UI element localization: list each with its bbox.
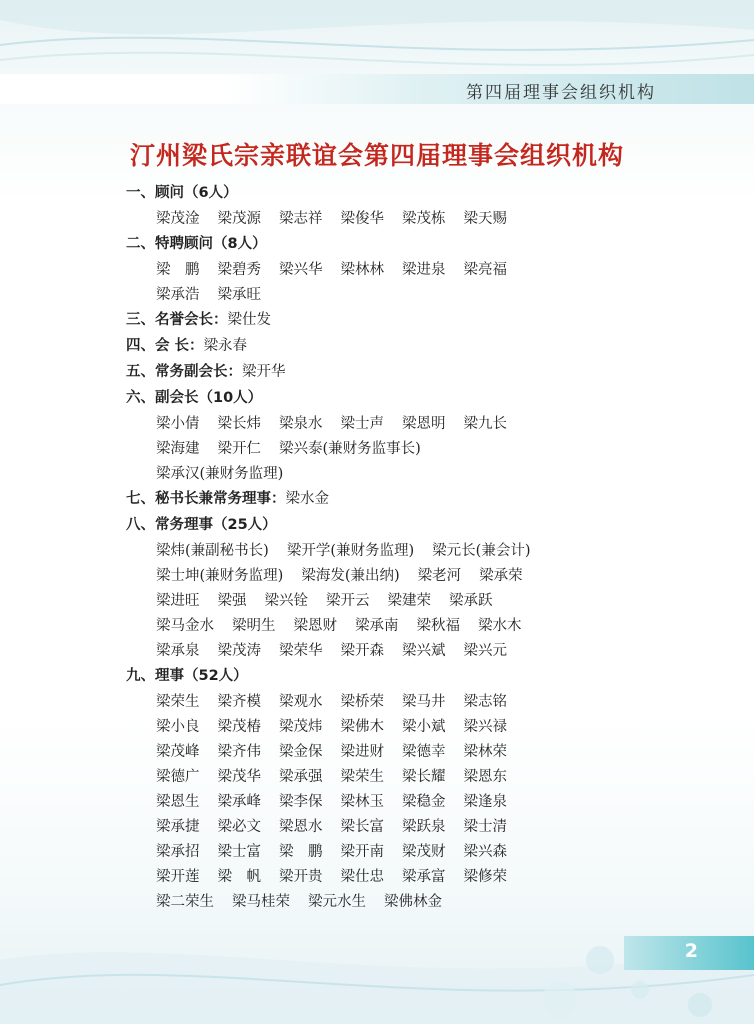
member-name: 梁俊华 [340,211,384,227]
section-heading [126,488,686,514]
member-name: 梁稳金 [402,794,446,810]
member-name: 梁恩财 [293,618,337,634]
section-heading [126,233,686,259]
name-row [156,766,686,791]
name-row [156,640,686,665]
member-name: 梁承汉(兼财务监理) [156,466,284,482]
member-name: 梁齐伟 [217,744,261,760]
member-name: 梁元水生 [308,894,366,910]
name-row [156,463,686,488]
member-name: 梁元长(兼会计) [432,543,531,559]
section [126,309,686,335]
section-heading-text: 六、副会长（10人） [126,390,263,406]
name-row [156,590,686,615]
member-name: 梁观水 [279,694,323,710]
section-heading-text: 九、理事（52人） [126,668,248,684]
member-name: 梁恩东 [463,769,507,785]
name-row [156,565,686,590]
member-name: 梁 帆 [217,869,261,885]
member-name: 梁荣华 [279,643,323,659]
member-name: 梁荣生 [156,694,200,710]
section-heading-text: 四、会 长： [126,338,204,354]
member-name: 梁茂峰 [156,744,200,760]
member-name: 梁兴泰(兼财务监事长) [279,441,421,457]
member-name: 梁德幸 [402,744,446,760]
member-name: 梁兴禄 [463,719,507,735]
member-name: 梁兴华 [279,262,323,278]
section [126,514,686,665]
member-name: 梁士声 [340,416,384,432]
member-name: 梁承南 [355,618,399,634]
member-name: 梁马金水 [156,618,214,634]
member-name: 梁水木 [478,618,522,634]
section-heading-text: 五、常务副会长： [126,364,242,380]
name-row [156,259,686,284]
member-name: 梁碧秀 [217,262,261,278]
name-row [156,284,686,309]
member-name: 梁亮福 [463,262,507,278]
section [126,387,686,488]
name-list [126,691,686,916]
member-name: 梁兴铨 [264,593,308,609]
section-value: 梁水金 [285,491,329,507]
section [126,665,686,916]
member-name: 梁士清 [463,819,507,835]
name-row [156,716,686,741]
member-name: 梁兴斌 [402,643,446,659]
member-name: 梁李保 [279,794,323,810]
member-name: 梁长炜 [217,416,261,432]
name-row [156,540,686,565]
section-heading-text: 一、顾问（6人） [126,185,238,201]
member-name: 梁跃泉 [402,819,446,835]
document-title: 汀州梁氏宗亲联谊会第四届理事会组织机构 [129,141,624,170]
member-name: 梁茂淦 [156,211,200,227]
member-name: 梁小斌 [402,719,446,735]
name-row [156,866,686,891]
member-name: 梁 鹏 [156,262,200,278]
member-name: 梁开学(兼财务监理) [286,543,415,559]
member-name: 梁茂财 [402,844,446,860]
name-row [156,891,686,916]
member-name: 梁佛木 [340,719,384,735]
member-name: 梁海建 [156,441,200,457]
member-name: 梁必文 [217,819,261,835]
section-heading-text: 八、常务理事（25人） [126,517,277,533]
member-name: 梁茂涛 [217,643,261,659]
member-name: 梁士坤(兼财务监理) [156,568,284,584]
member-name: 梁二荣生 [156,894,214,910]
member-name: 梁承旺 [217,287,261,303]
member-name: 梁天赐 [463,211,507,227]
member-name: 梁士富 [217,844,261,860]
section-heading [126,182,686,208]
member-name: 梁九长 [463,416,507,432]
member-name: 梁齐模 [217,694,261,710]
page-number: 2 [684,940,698,962]
member-name: 梁承招 [156,844,200,860]
member-name: 梁茂源 [217,211,261,227]
member-name: 梁茂栋 [402,211,446,227]
name-row [156,438,686,463]
member-name: 梁马井 [402,694,446,710]
member-name: 梁建荣 [387,593,431,609]
member-name: 梁桥荣 [340,694,384,710]
member-name: 梁修荣 [463,869,507,885]
section [126,488,686,514]
name-row [156,615,686,640]
member-name: 梁恩生 [156,794,200,810]
section-heading [126,335,686,361]
member-name: 梁承浩 [156,287,200,303]
member-name: 梁佛林金 [384,894,442,910]
member-name: 梁小倩 [156,416,200,432]
member-name: 梁茂椿 [217,719,261,735]
name-list [126,413,686,488]
member-name: 梁 鹏 [279,844,323,860]
section-heading-text: 二、特聘顾问（8人） [126,236,267,252]
name-row [156,841,686,866]
member-name: 梁志祥 [279,211,323,227]
member-name: 梁仕忠 [340,869,384,885]
member-name: 梁明生 [232,618,276,634]
name-row [156,791,686,816]
section [126,335,686,361]
member-name: 梁泉水 [279,416,323,432]
section [126,182,686,233]
member-name: 梁进财 [340,744,384,760]
member-name: 梁开森 [340,643,384,659]
organization-list [126,182,686,916]
section-heading-text: 七、秘书长兼常务理事： [126,491,286,507]
member-name: 梁兴元 [463,643,507,659]
section [126,233,686,309]
name-list [126,259,686,309]
name-row [156,208,686,233]
name-row [156,413,686,438]
member-name: 梁炜(兼副秘书长) [156,543,269,559]
member-name: 梁承跃 [449,593,493,609]
member-name: 梁林荣 [463,744,507,760]
section-heading-text: 三、名誉会长： [126,312,228,328]
member-name: 梁恩水 [279,819,323,835]
section-value: 梁永春 [203,338,248,354]
member-name: 梁进泉 [402,262,446,278]
member-name: 梁金保 [279,744,323,760]
member-name: 梁小良 [156,719,200,735]
member-name: 梁开云 [326,593,370,609]
member-name: 梁林玉 [340,794,384,810]
member-name: 梁逢泉 [463,794,507,810]
member-name: 梁秋福 [416,618,460,634]
member-name: 梁承强 [279,769,323,785]
section-value: 梁仕发 [227,312,271,328]
member-name: 梁长富 [340,819,384,835]
section-heading [126,361,686,387]
member-name: 梁茂华 [217,769,261,785]
name-list [126,540,686,665]
member-name: 梁承峰 [217,794,261,810]
member-name: 梁进旺 [156,593,200,609]
name-row [156,691,686,716]
running-header-title: 第四届理事会组织机构 [466,83,656,103]
member-name: 梁茂炜 [279,719,323,735]
member-name: 梁承荣 [479,568,523,584]
member-name: 梁荣生 [340,769,384,785]
member-name: 梁兴森 [463,844,507,860]
member-name: 梁承捷 [156,819,200,835]
section-value: 梁开华 [242,364,286,380]
member-name: 梁志铭 [463,694,507,710]
section-heading [126,665,686,691]
member-name: 梁恩明 [402,416,446,432]
section-heading [126,514,686,540]
member-name: 梁开莲 [156,869,200,885]
section-heading [126,309,686,335]
member-name: 梁开贵 [279,869,323,885]
name-row [156,741,686,766]
member-name: 梁老河 [417,568,462,584]
member-name: 梁开仁 [217,441,261,457]
member-name: 梁德广 [156,769,200,785]
member-name: 梁承泉 [156,643,200,659]
section [126,361,686,387]
member-name: 梁长耀 [402,769,446,785]
member-name: 梁承富 [402,869,446,885]
member-name: 梁海发(兼出纳) [301,568,400,584]
member-name: 梁强 [217,593,247,609]
member-name: 梁马桂荣 [232,894,290,910]
member-name: 梁开南 [340,844,384,860]
name-row [156,816,686,841]
name-list [126,208,686,233]
section-heading [126,387,686,413]
member-name: 梁林林 [340,262,384,278]
